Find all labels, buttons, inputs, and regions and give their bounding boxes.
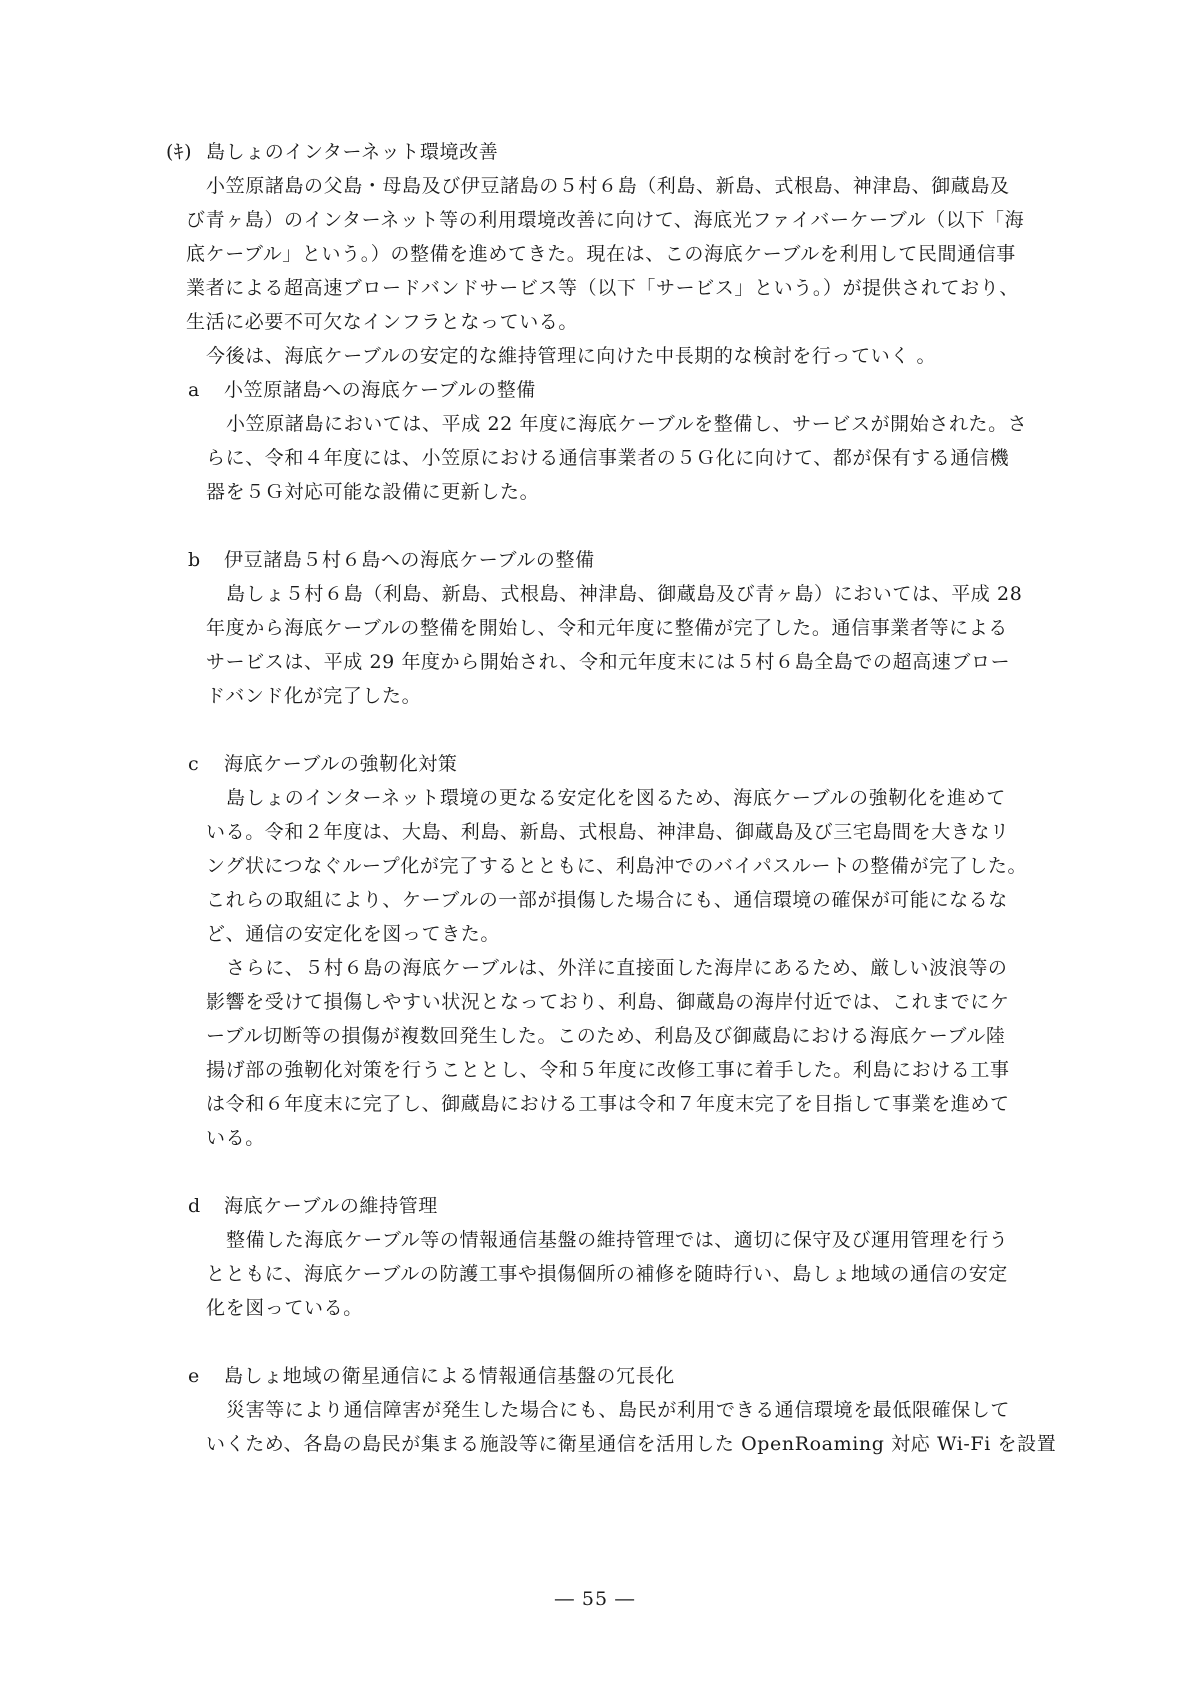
subsection-heading-d bbox=[188, 1193, 438, 1219]
paragraph-line: ング状につなぐループ化が完了するとともに、利島沖でのバイパスルートの整備が完了した。 bbox=[206, 855, 1028, 877]
subsection-heading-c bbox=[188, 751, 458, 777]
intro-line: び青ヶ島）のインターネット等の利用環境改善に向けて、海底光ファイバーケーブル（以下「海 bbox=[186, 209, 1025, 231]
paragraph-line: いる。令和２年度は、大島、利島、新島、式根島、神津島、御蔵島及び三宅島間を大きなリ bbox=[206, 821, 1010, 843]
paragraph-line: これらの取組により、ケーブルの一部が損傷した場合にも、通信環境の確保が可能になるな bbox=[206, 889, 1008, 911]
subsection-heading-a bbox=[188, 377, 536, 403]
intro-line: 底ケーブル」という。）の整備を進めてきた。現在は、この海底ケーブルを利用して民間通信事 bbox=[186, 243, 1016, 265]
section-heading bbox=[166, 139, 498, 165]
subsection-title: 小笠原諸島への海底ケーブルの整備 bbox=[224, 379, 536, 401]
page-number: ― 55 ― bbox=[554, 1588, 636, 1610]
intro-line: 今後は、海底ケーブルの安定的な維持管理に向けた中長期的な検討を行っていく 。 bbox=[206, 345, 937, 367]
paragraph-line: さらに、５村６島の海底ケーブルは、外洋に直接面した海岸にあるため、厳しい波浪等の bbox=[226, 957, 1008, 979]
paragraph-line: 揚げ部の強靭化対策を行うこととし、令和５年度に改修工事に着手した。利島における工事 bbox=[206, 1059, 1010, 1081]
section-marker: (ｷ) bbox=[166, 141, 193, 163]
subsection-label: a bbox=[188, 379, 200, 401]
paragraph-line: 島しょのインターネット環境の更なる安定化を図るため、海底ケーブルの強靭化を進めて bbox=[226, 787, 1006, 809]
paragraph-line: 年度から海底ケーブルの整備を開始し、令和元年度に整備が完了した。通信事業者等による bbox=[206, 617, 1008, 639]
subsection-label: d bbox=[188, 1195, 201, 1217]
paragraph-line: いくため、各島の島民が集まる施設等に衛星通信を活用した OpenRoaming 対応 Wi-Fi を設置 bbox=[206, 1433, 1057, 1455]
subsection-label: b bbox=[188, 549, 201, 571]
intro-line: 小笠原諸島の父島・母島及び伊豆諸島の５村６島（利島、新島、式根島、神津島、御蔵島及 bbox=[206, 175, 1010, 197]
paragraph-line: 小笠原諸島においては、平成 22 年度に海底ケーブルを整備し、サービスが開始された。さ bbox=[226, 413, 1028, 435]
subsection-label: c bbox=[188, 753, 200, 775]
subsection-heading-e bbox=[188, 1363, 675, 1389]
subsection-title: 海底ケーブルの強靭化対策 bbox=[224, 753, 458, 775]
paragraph-line: いる。 bbox=[206, 1127, 265, 1149]
paragraph-line: は令和６年度末に完了し、御蔵島における工事は令和７年度末完了を目指して事業を進めて bbox=[206, 1093, 1010, 1115]
paragraph-line: ーブル切断等の損傷が複数回発生した。このため、利島及び御蔵島における海底ケーブル陸 bbox=[206, 1025, 1006, 1047]
subsection-title: 伊豆諸島５村６島への海底ケーブルの整備 bbox=[224, 549, 595, 571]
paragraph-line: 化を図っている。 bbox=[206, 1297, 363, 1319]
intro-line: 生活に必要不可欠なインフラとなっている。 bbox=[186, 311, 579, 333]
paragraph-line: 島しょ５村６島（利島、新島、式根島、神津島、御蔵島及び青ヶ島）においては、平成 28 bbox=[226, 583, 1023, 605]
paragraph-line: 整備した海底ケーブル等の情報通信基盤の維持管理では、適切に保守及び運用管理を行う bbox=[226, 1229, 1009, 1251]
section-title: 島しょのインターネット環境改善 bbox=[206, 141, 499, 163]
subsection-heading-b bbox=[188, 547, 595, 573]
intro-line: 業者による超高速ブロードバンドサービス等（以下「サービス」という。）が提供されており、 bbox=[186, 277, 1019, 299]
paragraph-line: ど、通信の安定化を図ってきた。 bbox=[206, 923, 501, 945]
paragraph-line: 器を５Ｇ対応可能な設備に更新した。 bbox=[206, 481, 540, 503]
subsection-label: e bbox=[188, 1365, 200, 1387]
paragraph-line: ドバンド化が完了した。 bbox=[206, 685, 422, 707]
paragraph-line: サービスは、平成 29 年度から開始され、令和元年度末には５村６島全島での超高速ブロー bbox=[206, 651, 1011, 673]
paragraph-line: とともに、海底ケーブルの防護工事や損傷個所の補修を随時行い、島しょ地域の通信の安定 bbox=[206, 1263, 1008, 1285]
paragraph-line: らに、令和４年度には、小笠原における通信事業者の５Ｇ化に向けて、都が保有する通信機 bbox=[206, 447, 1010, 469]
paragraph-line: 影響を受けて損傷しやすい状況となっており、利島、御蔵島の海岸付近では、これまでにケ bbox=[206, 991, 1010, 1013]
paragraph-line: 災害等により通信障害が発生した場合にも、島民が利用できる通信環境を最低限確保して bbox=[226, 1399, 1011, 1421]
subsection-title: 海底ケーブルの維持管理 bbox=[224, 1195, 438, 1217]
subsection-title: 島しょ地域の衛星通信による情報通信基盤の冗長化 bbox=[224, 1365, 675, 1387]
